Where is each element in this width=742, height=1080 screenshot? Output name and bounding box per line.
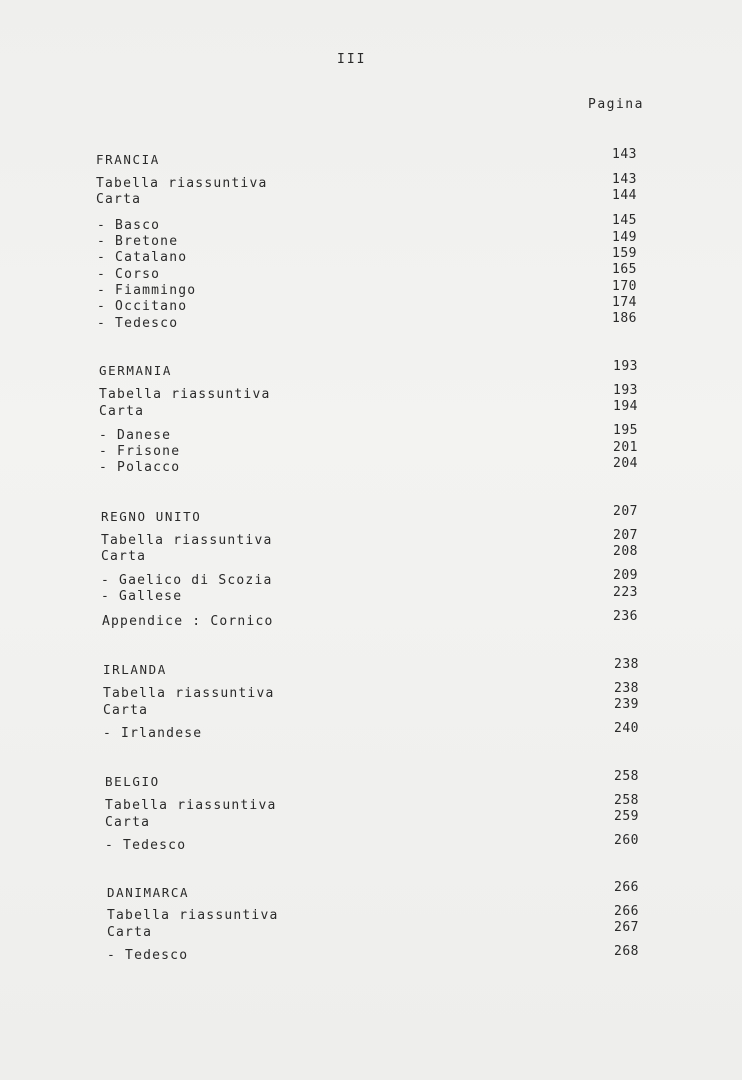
toc-page: 165 [612, 262, 637, 277]
toc-entry: Carta [99, 404, 145, 419]
toc-entry: Carta [107, 925, 153, 940]
toc-entry: - Bretone [97, 234, 179, 249]
toc-page: 259 [614, 809, 639, 824]
toc-page: 195 [613, 423, 638, 438]
toc-page: 194 [613, 399, 638, 414]
toc-entry: - Fiammingo [97, 283, 197, 298]
toc-entry: Tabella riassuntiva [103, 686, 275, 701]
toc-page: 207 [613, 528, 638, 543]
section-page: 238 [614, 657, 639, 672]
toc-page: 258 [614, 793, 639, 808]
toc-page: 223 [613, 585, 638, 600]
toc-entry: - Frisone [99, 444, 181, 459]
toc-entry: - Gallese [101, 589, 183, 604]
toc-page: 186 [612, 311, 637, 326]
toc-page: 267 [614, 920, 639, 935]
toc-entry: - Tedesco [105, 838, 187, 853]
toc-page: 239 [614, 697, 639, 712]
toc-page: 208 [613, 544, 638, 559]
toc-entry: - Tedesco [107, 948, 189, 963]
toc-entry: Tabella riassuntiva [96, 176, 268, 191]
section-page: 143 [612, 147, 637, 162]
toc-entry: Appendice : Cornico [102, 614, 274, 629]
toc-page: 260 [614, 833, 639, 848]
toc-entry: - Danese [99, 428, 172, 443]
toc-page: 268 [614, 944, 639, 959]
toc-page: 174 [612, 295, 637, 310]
section-page: 193 [613, 359, 638, 374]
section-page: 266 [614, 880, 639, 895]
section-title-francia: FRANCIA [96, 152, 160, 167]
pagina-column-header: Pagina [588, 97, 644, 112]
toc-page: 170 [612, 279, 637, 294]
toc-page: 209 [613, 568, 638, 583]
toc-page: 238 [614, 681, 639, 696]
toc-page: 193 [613, 383, 638, 398]
toc-entry: - Catalano [97, 250, 188, 265]
toc-entry: - Gaelico di Scozia [101, 573, 273, 588]
toc-page: 143 [612, 172, 637, 187]
toc-page: 159 [612, 246, 637, 261]
section-title-danimarca: DANIMARCA [107, 885, 190, 900]
toc-entry: Tabella riassuntiva [107, 908, 279, 923]
toc-entry: - Occitano [97, 299, 188, 314]
toc-page: 236 [613, 609, 638, 624]
toc-entry: Tabella riassuntiva [101, 533, 273, 548]
toc-entry: - Corso [97, 267, 161, 282]
toc-entry: - Polacco [99, 460, 181, 475]
section-page: 258 [614, 769, 639, 784]
toc-entry: Tabella riassuntiva [99, 387, 271, 402]
section-title-regno-unito: REGNO UNITO [101, 509, 202, 524]
section-title-germania: GERMANIA [99, 363, 173, 378]
toc-page: 201 [613, 440, 638, 455]
toc-page: 240 [614, 721, 639, 736]
toc-page: 145 [612, 213, 637, 228]
toc-entry: Tabella riassuntiva [105, 798, 277, 813]
toc-entry: - Tedesco [97, 316, 179, 331]
toc-page: 204 [613, 456, 638, 471]
toc-entry: Carta [101, 549, 147, 564]
section-title-irlanda: IRLANDA [103, 662, 167, 677]
toc-entry: Carta [103, 703, 149, 718]
toc-page: 266 [614, 904, 639, 919]
toc-entry: Carta [105, 815, 151, 830]
toc-page: 144 [612, 188, 637, 203]
toc-entry: - Irlandese [103, 726, 203, 741]
roman-page-number: III [337, 52, 367, 67]
section-page: 207 [613, 504, 638, 519]
toc-entry: Carta [96, 192, 142, 207]
toc-page: 149 [612, 230, 637, 245]
toc-entry: - Basco [97, 218, 161, 233]
section-title-belgio: BELGIO [105, 774, 160, 789]
